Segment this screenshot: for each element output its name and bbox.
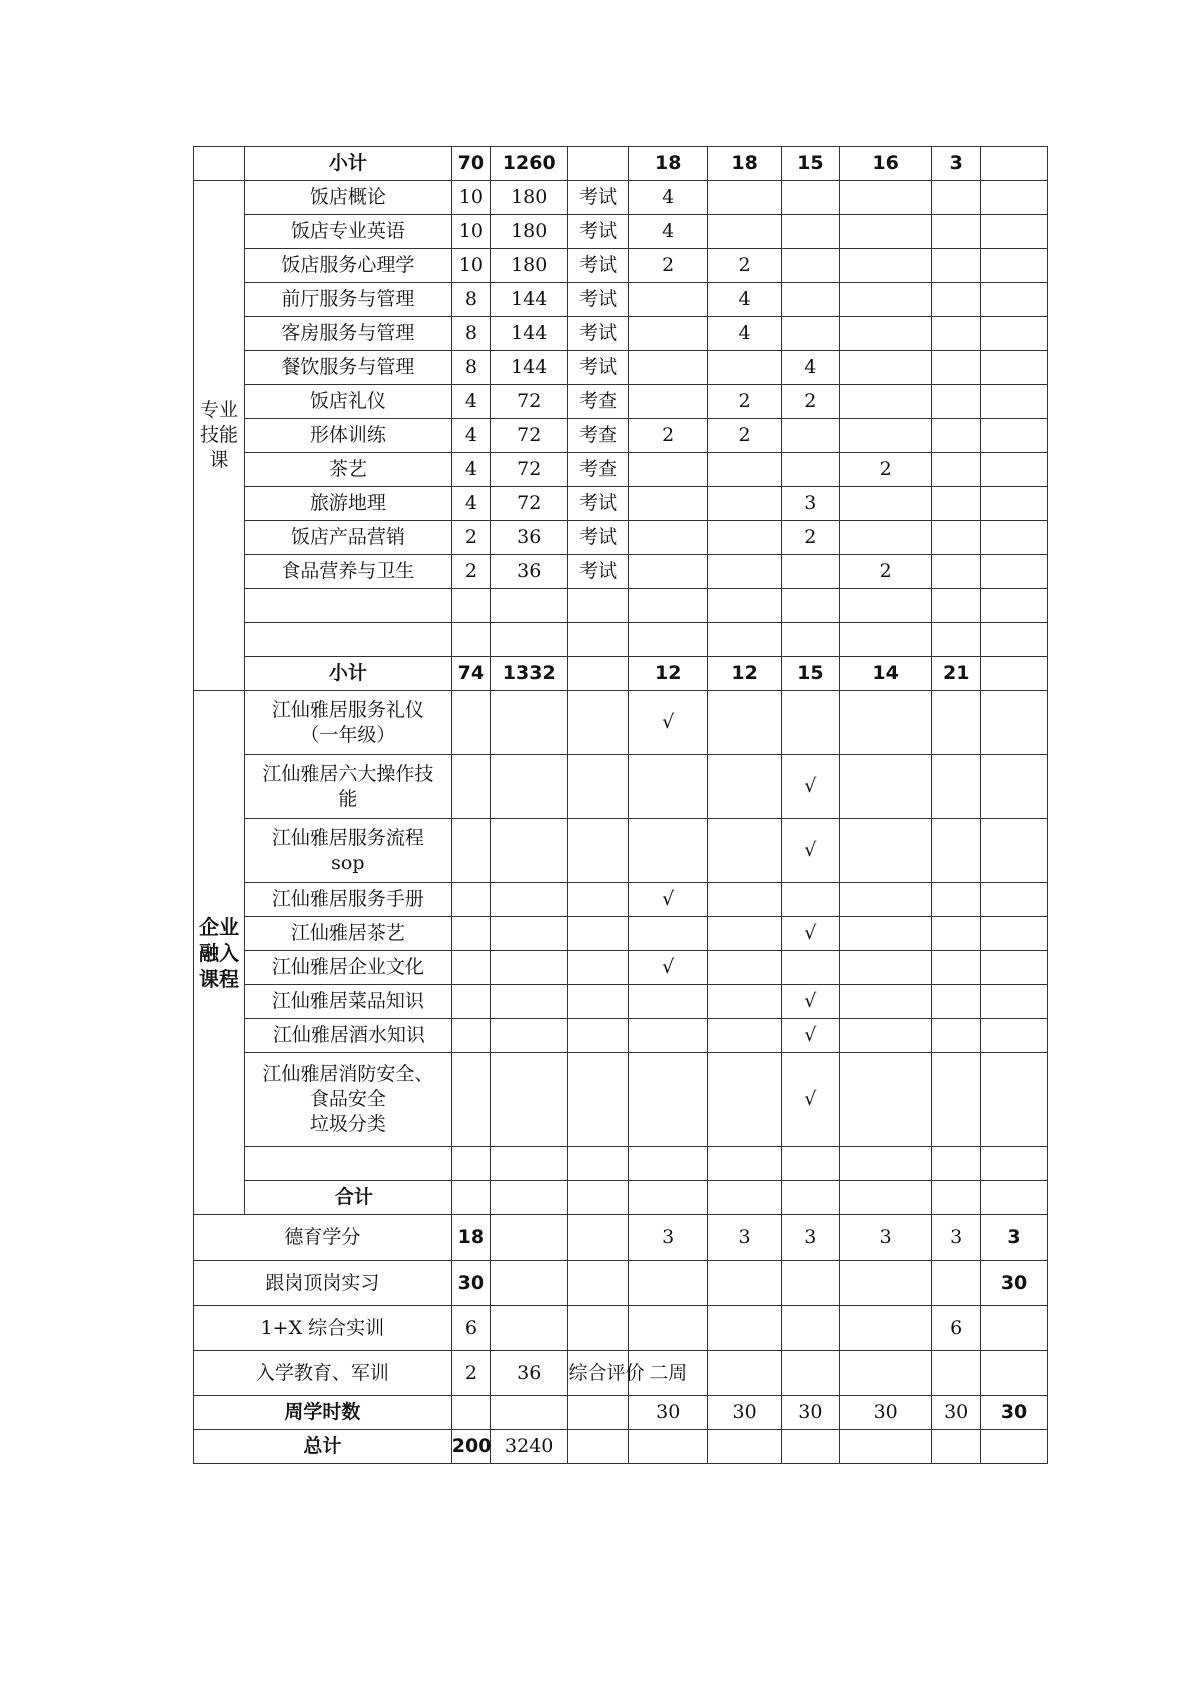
hours-cell: 180 <box>491 181 568 215</box>
subtotal-label: 小计 <box>244 147 451 181</box>
credits-cell: 2 <box>451 521 490 555</box>
sem5-cell <box>932 521 981 555</box>
hours-cell <box>491 1306 568 1351</box>
sem1-cell <box>628 521 708 555</box>
sem2-cell: 2 <box>708 385 781 419</box>
sem2-cell: 30 <box>708 1396 781 1430</box>
sem5-cell <box>932 351 981 385</box>
check-mark: √ <box>628 691 708 755</box>
empty-row <box>194 1147 1048 1181</box>
table-row <box>194 385 1048 419</box>
assess-cell <box>568 147 628 181</box>
sem3-cell: 15 <box>781 147 839 181</box>
sem5-cell <box>932 385 981 419</box>
table-row <box>194 351 1048 385</box>
credits-cell: 10 <box>451 181 490 215</box>
assess-cell: 考试 <box>568 521 628 555</box>
credits-cell: 30 <box>451 1261 490 1306</box>
course-name-line: 江仙雅居服务礼仪 <box>271 698 424 721</box>
sem5-cell <box>932 317 981 351</box>
credits-cell <box>451 1396 490 1430</box>
row-label: 总计 <box>194 1430 452 1464</box>
sem6-cell <box>981 419 1048 453</box>
hours-cell: 72 <box>491 453 568 487</box>
sem4-cell <box>840 351 932 385</box>
sem2-cell: 4 <box>708 317 781 351</box>
sem1-cell <box>628 453 708 487</box>
assess-cell: 考试 <box>568 215 628 249</box>
hours-cell: 36 <box>491 1351 568 1396</box>
sem2-cell: 2 <box>708 249 781 283</box>
sem6-cell <box>981 487 1048 521</box>
table-row <box>194 453 1048 487</box>
course-name: 江仙雅居企业文化 <box>244 951 451 985</box>
credits-cell: 4 <box>451 385 490 419</box>
table-row <box>194 1351 1048 1396</box>
hours-cell: 144 <box>491 317 568 351</box>
assess-cell <box>568 657 628 691</box>
course-name-line: 江仙雅居消防安全、 <box>262 1063 434 1086</box>
sem6-cell <box>981 555 1048 589</box>
table-row <box>194 1053 1048 1147</box>
sem3-cell: 2 <box>781 385 839 419</box>
check-mark: √ <box>628 883 708 917</box>
sem2-cell: 12 <box>708 657 781 691</box>
course-name: 食品营养与卫生 <box>244 555 451 589</box>
sem6-cell <box>981 181 1048 215</box>
course-name: 前厅服务与管理 <box>244 283 451 317</box>
hours-cell: 144 <box>491 283 568 317</box>
sem5-cell <box>932 1351 981 1396</box>
check-mark: √ <box>781 819 839 883</box>
table-row <box>194 283 1048 317</box>
category-line: 专业 <box>199 399 238 422</box>
hours-cell: 72 <box>491 487 568 521</box>
credits-cell: 2 <box>451 1351 490 1396</box>
credits-cell: 70 <box>451 147 490 181</box>
category-enterprise <box>194 691 245 1215</box>
table-row <box>194 215 1048 249</box>
sem1-cell: 2 <box>628 249 708 283</box>
course-name: 饭店产品营销 <box>244 521 451 555</box>
sem2-cell: 2 <box>708 419 781 453</box>
sem4-cell <box>840 181 932 215</box>
category-line: 融入 <box>198 940 239 965</box>
sem2-cell <box>708 215 781 249</box>
hours-cell: 1260 <box>491 147 568 181</box>
sem3-cell: 3 <box>781 1215 839 1261</box>
table-row <box>194 419 1048 453</box>
credits-cell: 8 <box>451 283 490 317</box>
course-name: 饭店礼仪 <box>244 385 451 419</box>
check-mark: √ <box>628 951 708 985</box>
table-row <box>194 985 1048 1019</box>
category-line: 技能 <box>199 424 238 447</box>
category-line: 课 <box>209 448 229 471</box>
sem4-cell <box>840 1261 932 1306</box>
sem6-cell <box>981 215 1048 249</box>
check-mark: √ <box>781 755 839 819</box>
category-line: 企业 <box>198 914 239 939</box>
sem3-cell <box>781 419 839 453</box>
sem6-cell <box>981 385 1048 419</box>
sem3-cell: 4 <box>781 351 839 385</box>
course-name: 饭店概论 <box>244 181 451 215</box>
sem4-cell: 30 <box>840 1396 932 1430</box>
credits-cell: 4 <box>451 419 490 453</box>
assess-cell <box>568 1261 628 1306</box>
course-name-line: 能 <box>338 787 358 810</box>
sem3-cell <box>781 555 839 589</box>
sem2-cell: 18 <box>708 147 781 181</box>
sem6-cell <box>981 351 1048 385</box>
sem5-cell <box>932 249 981 283</box>
sem2-cell <box>708 351 781 385</box>
table-row <box>194 755 1048 819</box>
sem2-cell <box>708 487 781 521</box>
sem1-cell: 2 <box>628 419 708 453</box>
sem6-cell <box>981 283 1048 317</box>
table-row <box>194 883 1048 917</box>
category-line: 课程 <box>198 966 239 991</box>
course-name-line: 垃圾分类 <box>309 1112 386 1135</box>
top-subtotal-row <box>194 147 1048 181</box>
category-cell-empty <box>194 147 245 181</box>
assess-cell: 考试 <box>568 283 628 317</box>
credits-cell: 18 <box>451 1215 490 1261</box>
sem3-cell <box>781 1306 839 1351</box>
hours-cell: 72 <box>491 385 568 419</box>
assess-cell: 综合评价 <box>568 1351 628 1396</box>
credits-cell: 4 <box>451 453 490 487</box>
sem4-cell <box>840 317 932 351</box>
sem3-cell: 15 <box>781 657 839 691</box>
sem3-cell <box>781 317 839 351</box>
empty-row <box>194 589 1048 623</box>
sem4-cell <box>840 1351 932 1396</box>
sem5-cell: 6 <box>932 1306 981 1351</box>
sem6-cell <box>981 147 1048 181</box>
course-name: 客房服务与管理 <box>244 317 451 351</box>
course-name: 茶艺 <box>244 453 451 487</box>
credits-cell: 2 <box>451 555 490 589</box>
sem5-cell: 21 <box>932 657 981 691</box>
course-name: 旅游地理 <box>244 487 451 521</box>
course-name: 餐饮服务与管理 <box>244 351 451 385</box>
sem5-cell: 3 <box>932 1215 981 1261</box>
assess-cell: 考查 <box>568 385 628 419</box>
sem2-cell <box>708 555 781 589</box>
sem6-cell <box>981 453 1048 487</box>
hours-cell: 36 <box>491 555 568 589</box>
hours-cell <box>491 1261 568 1306</box>
sem2-cell <box>708 1306 781 1351</box>
sem2-cell <box>708 1261 781 1306</box>
sem5-cell <box>932 1261 981 1306</box>
course-name: 江仙雅居服务手册 <box>244 883 451 917</box>
sem2-cell <box>708 453 781 487</box>
sem4-cell <box>840 283 932 317</box>
table-row <box>194 249 1048 283</box>
sem4-cell: 2 <box>840 555 932 589</box>
course-name: 饭店专业英语 <box>244 215 451 249</box>
sem4-cell <box>840 215 932 249</box>
category-skills <box>194 181 245 691</box>
sem5-cell: 30 <box>932 1396 981 1430</box>
sem3-cell: 30 <box>781 1396 839 1430</box>
course-name <box>244 755 451 819</box>
sem1-cell <box>628 385 708 419</box>
sem3-cell <box>781 1261 839 1306</box>
hours-cell: 180 <box>491 249 568 283</box>
assess-cell: 考查 <box>568 453 628 487</box>
sem4-cell: 14 <box>840 657 932 691</box>
sem4-cell: 3 <box>840 1215 932 1261</box>
row-label: 德育学分 <box>194 1215 452 1261</box>
sem1-cell <box>628 317 708 351</box>
credits-cell: 10 <box>451 215 490 249</box>
check-mark: √ <box>781 917 839 951</box>
row-label: 跟岗顶岗实习 <box>194 1261 452 1306</box>
sem3-cell <box>781 215 839 249</box>
check-mark: √ <box>781 1019 839 1053</box>
sem3-cell: 2 <box>781 521 839 555</box>
sem5-cell <box>932 419 981 453</box>
course-name <box>244 1053 451 1147</box>
course-name-line: sop <box>331 851 365 874</box>
sem5-cell <box>932 453 981 487</box>
empty-row <box>194 623 1048 657</box>
sem1-cell <box>628 283 708 317</box>
sem5-cell <box>932 181 981 215</box>
course-name-line: 食品安全 <box>309 1088 386 1111</box>
credits-cell: 8 <box>451 317 490 351</box>
table-row <box>194 1261 1048 1306</box>
total-label: 合计 <box>244 1181 451 1215</box>
table-row <box>194 691 1048 755</box>
credits-cell: 4 <box>451 487 490 521</box>
course-name: 形体训练 <box>244 419 451 453</box>
sem5-cell <box>932 283 981 317</box>
enterprise-total-row <box>194 1181 1048 1215</box>
hours-cell: 1332 <box>491 657 568 691</box>
sem1-cell: 18 <box>628 147 708 181</box>
sem5-cell <box>932 215 981 249</box>
sem3-cell <box>781 453 839 487</box>
sem4-cell <box>840 385 932 419</box>
credits-cell: 8 <box>451 351 490 385</box>
hours-cell <box>491 1396 568 1430</box>
assess-cell: 考试 <box>568 555 628 589</box>
sem3-cell <box>781 283 839 317</box>
hours-cell: 72 <box>491 419 568 453</box>
row-label: 入学教育、军训 <box>194 1351 452 1396</box>
weekly-hours-row <box>194 1396 1048 1430</box>
course-name: 江仙雅居酒水知识 <box>244 1019 451 1053</box>
table-row <box>194 1215 1048 1261</box>
hours-cell: 180 <box>491 215 568 249</box>
credits-cell: 74 <box>451 657 490 691</box>
table-row <box>194 181 1048 215</box>
subtotal-label: 小计 <box>244 657 451 691</box>
course-name <box>244 819 451 883</box>
sem3-cell: 3 <box>781 487 839 521</box>
sem1-cell: 4 <box>628 215 708 249</box>
sem6-cell: 30 <box>981 1396 1048 1430</box>
row-label: 周学时数 <box>194 1396 452 1430</box>
sem3-cell <box>781 1351 839 1396</box>
table-row <box>194 951 1048 985</box>
sem1-cell <box>628 351 708 385</box>
hours-cell <box>491 1215 568 1261</box>
table-row <box>194 317 1048 351</box>
table-row <box>194 917 1048 951</box>
assess-cell: 考查 <box>568 419 628 453</box>
sem4-cell: 16 <box>840 147 932 181</box>
assess-cell <box>568 1396 628 1430</box>
table-row <box>194 819 1048 883</box>
sem2-cell: 3 <box>708 1215 781 1261</box>
course-name-line: 江仙雅居六大操作技 <box>262 762 434 785</box>
sem6-cell <box>981 1306 1048 1351</box>
sem5-cell <box>932 555 981 589</box>
sem1-cell: 3 <box>628 1215 708 1261</box>
sem6-cell <box>981 521 1048 555</box>
sem4-cell <box>840 487 932 521</box>
curriculum-table <box>193 146 1048 1464</box>
sem6-cell <box>981 317 1048 351</box>
course-name: 江仙雅居茶艺 <box>244 917 451 951</box>
sem1-cell <box>628 1261 708 1306</box>
sem1-cell <box>628 1306 708 1351</box>
grand-total-row <box>194 1430 1048 1464</box>
table-row <box>194 1306 1048 1351</box>
hours-cell: 36 <box>491 521 568 555</box>
course-name: 饭店服务心理学 <box>244 249 451 283</box>
table-row <box>194 555 1048 589</box>
sem2-cell <box>708 521 781 555</box>
course-name: 江仙雅居菜品知识 <box>244 985 451 1019</box>
hours-cell: 3240 <box>491 1430 568 1464</box>
course-name <box>244 691 451 755</box>
sem6-cell <box>981 1351 1048 1396</box>
assess-cell: 考试 <box>568 351 628 385</box>
course-name-line: 江仙雅居服务流程 <box>271 826 424 849</box>
sem1-cell: 30 <box>628 1396 708 1430</box>
sem6-cell <box>981 249 1048 283</box>
sem1-cell: 二周 <box>628 1351 708 1396</box>
sem5-cell <box>932 487 981 521</box>
sem1-cell: 4 <box>628 181 708 215</box>
credits-cell: 10 <box>451 249 490 283</box>
assess-cell <box>568 1306 628 1351</box>
sem6-cell: 3 <box>981 1215 1048 1261</box>
table-row <box>194 1019 1048 1053</box>
sem4-cell <box>840 249 932 283</box>
sem2-cell <box>708 1351 781 1396</box>
course-name-line: （一年级） <box>300 723 396 746</box>
table-row <box>194 487 1048 521</box>
assess-cell: 考试 <box>568 181 628 215</box>
hours-cell: 144 <box>491 351 568 385</box>
sem4-cell <box>840 521 932 555</box>
credits-cell: 200 <box>451 1430 490 1464</box>
sem6-cell <box>981 657 1048 691</box>
sem1-cell: 12 <box>628 657 708 691</box>
sem1-cell <box>628 555 708 589</box>
sem4-cell <box>840 419 932 453</box>
assess-cell: 考试 <box>568 317 628 351</box>
sem6-cell: 30 <box>981 1261 1048 1306</box>
check-mark: √ <box>781 1053 839 1147</box>
sem1-cell <box>628 487 708 521</box>
credits-cell: 6 <box>451 1306 490 1351</box>
assess-cell <box>568 1215 628 1261</box>
sem4-cell: 2 <box>840 453 932 487</box>
table-row <box>194 521 1048 555</box>
sem2-cell <box>708 181 781 215</box>
sem2-cell: 4 <box>708 283 781 317</box>
sem4-cell <box>840 1306 932 1351</box>
skills-subtotal-row <box>194 657 1048 691</box>
row-label: 1+X 综合实训 <box>194 1306 452 1351</box>
sem3-cell <box>781 181 839 215</box>
sem5-cell: 3 <box>932 147 981 181</box>
sem3-cell <box>781 249 839 283</box>
assess-cell: 考试 <box>568 487 628 521</box>
check-mark: √ <box>781 985 839 1019</box>
assess-cell: 考试 <box>568 249 628 283</box>
